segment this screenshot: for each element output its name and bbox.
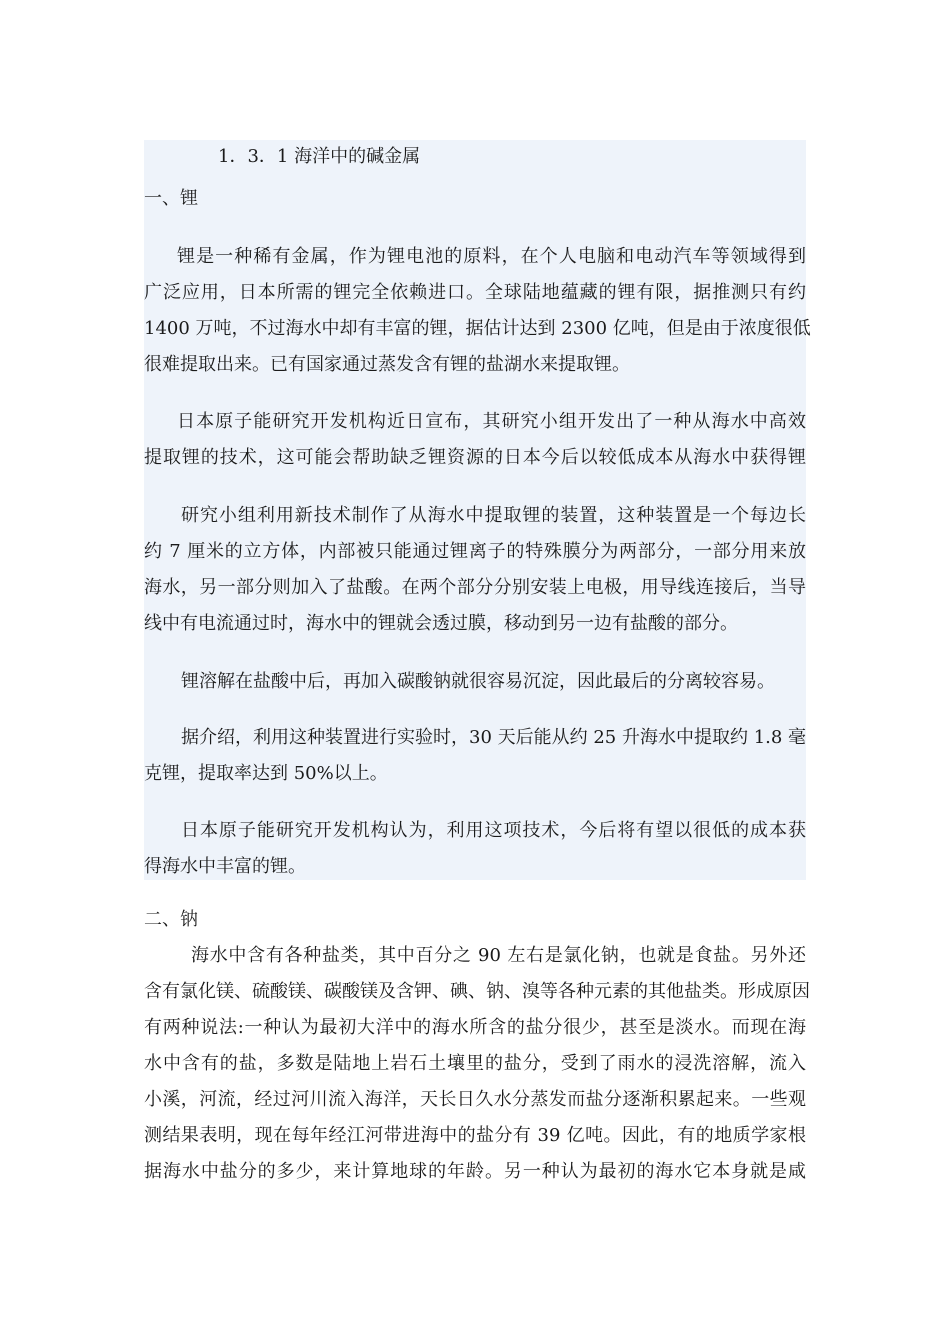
paragraph-line: 得海水中丰富的锂。 xyxy=(144,856,306,877)
paragraph-line: 测结果表明，现在每年经江河带进海中的盐分有 39 亿吨。因此，有的地质学家根 xyxy=(144,1125,806,1146)
paragraph-line: 据海水中盐分的多少，来计算地球的年龄。另一种认为最初的海水它本身就是咸 xyxy=(144,1161,806,1182)
paragraph-line: 约 7 厘米的立方体，内部被只能通过锂离子的特殊膜分为两部分，一部分用来放 xyxy=(144,541,806,562)
paragraph-line: 含有氯化镁、硫酸镁、碳酸镁及含钾、碘、钠、溴等各种元素的其他盐类。形成原因 xyxy=(144,981,810,1002)
sodium-heading: 二、钠 xyxy=(144,909,198,930)
paragraph-line: 锂是一种稀有金属，作为锂电池的原料，在个人电脑和电动汽车等领域得到 xyxy=(177,246,806,267)
paragraph-line: 日本原子能研究开发机构近日宣布，其研究小组开发出了一种从海水中高效 xyxy=(177,411,806,432)
paragraph-line: 小溪，河流，经过河川流入海洋，天长日久水分蒸发而盐分逐渐积累起来。一些观 xyxy=(144,1089,806,1110)
paragraph-line: 研究小组利用新技术制作了从海水中提取锂的装置，这种装置是一个每边长 xyxy=(181,505,806,526)
paragraph-line: 锂溶解在盐酸中后，再加入碳酸钠就很容易沉淀，因此最后的分离较容易。 xyxy=(181,671,775,692)
paragraph-line: 很难提取出来。已有国家通过蒸发含有锂的盐湖水来提取锂。 xyxy=(144,354,630,375)
paragraph-line: 有两种说法:一种认为最初大洋中的海水所含的盐分很少，甚至是淡水。而现在海 xyxy=(144,1017,806,1038)
paragraph-line: 广泛应用，日本所需的锂完全依赖进口。全球陆地蕴藏的锂有限，据推测只有约 xyxy=(144,282,806,303)
paragraph-line: 日本原子能研究开发机构认为，利用这项技术，今后将有望以很低的成本获 xyxy=(181,820,806,841)
paragraph-line: 1400 万吨，不过海水中却有丰富的锂，据估计达到 2300 亿吨，但是由于浓度很低 xyxy=(144,318,811,339)
paragraph-line: 海水中含有各种盐类，其中百分之 90 左右是氯化钠，也就是食盐。另外还 xyxy=(191,945,806,966)
paragraph-line: 海水，另一部分则加入了盐酸。在两个部分分别安装上电极，用导线连接后，当导 xyxy=(144,577,806,598)
paragraph-line: 克锂，提取率达到 50%以上。 xyxy=(144,763,388,784)
lithium-heading: 一、锂 xyxy=(144,188,198,209)
paragraph-line: 提取锂的技术，这可能会帮助缺乏锂资源的日本今后以较低成本从海水中获得锂 xyxy=(144,447,806,468)
paragraph-line: 据介绍，利用这种装置进行实验时，30 天后能从约 25 升海水中提取约 1.8 毫 xyxy=(181,727,807,748)
paragraph-line: 线中有电流通过时，海水中的锂就会透过膜，移动到另一边有盐酸的部分。 xyxy=(144,613,738,634)
section-heading: 1．3．1 海洋中的碱金属 xyxy=(218,146,421,167)
paragraph-line: 水中含有的盐，多数是陆地上岩石土壤里的盐分，受到了雨水的浸洗溶解，流入 xyxy=(144,1053,806,1074)
